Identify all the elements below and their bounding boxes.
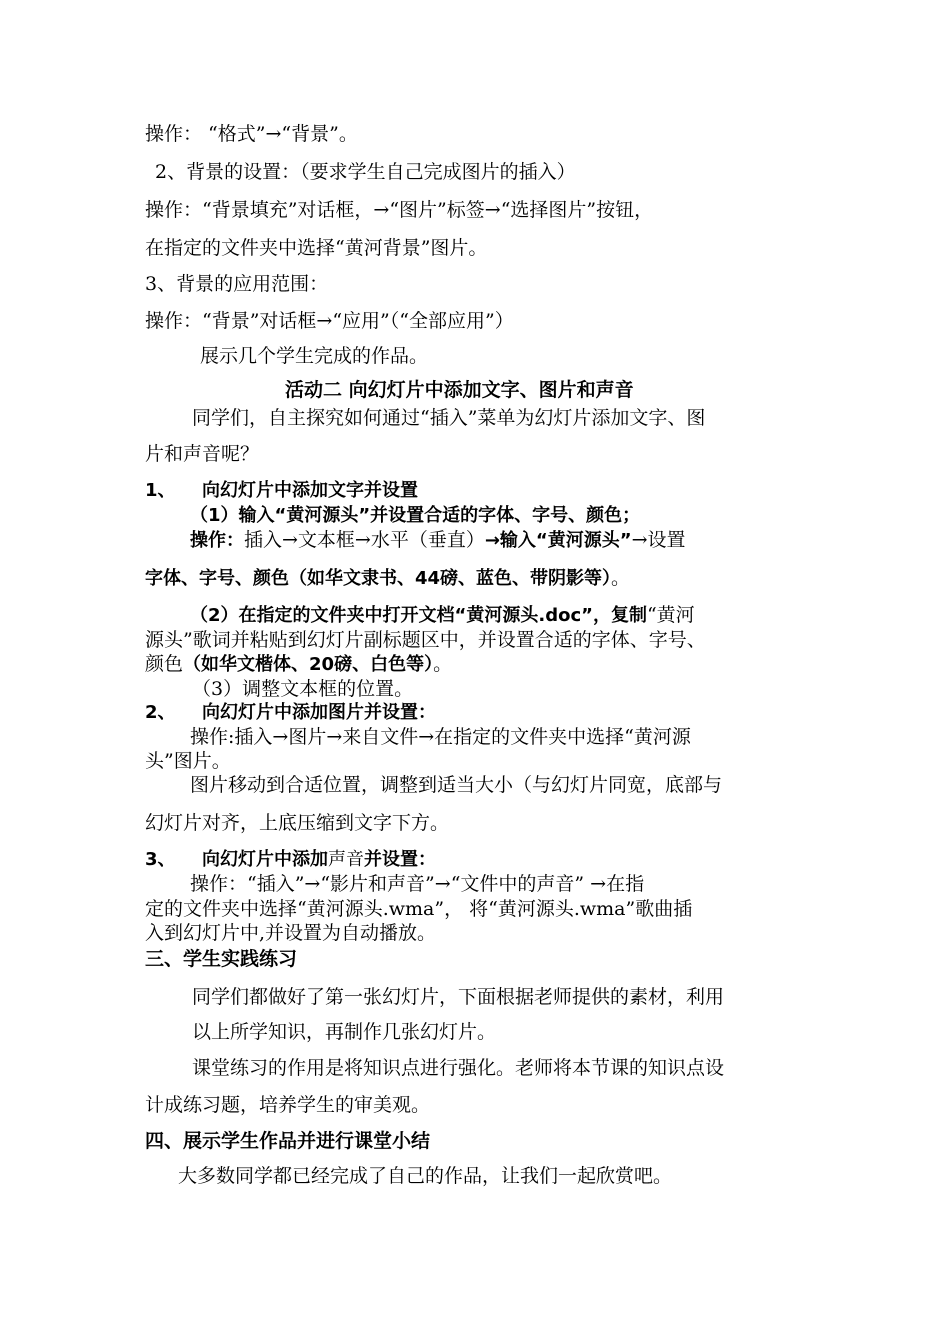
section2-move-1: 图片移动到合适位置，调整到适当大小（与幻灯片同宽，底部与 bbox=[190, 774, 723, 796]
part3-p2-1: 课堂练习的作用是将知识点进行强化。老师将本节课的知识点设 bbox=[192, 1057, 725, 1079]
background-scope-heading: 3、背景的应用范围： bbox=[145, 273, 329, 295]
section2-move-2: 幻灯片对齐，上底压缩到文字下方。 bbox=[145, 812, 450, 834]
part4-p1: 大多数同学都已经完成了自己的作品，让我们一起欣赏吧。 bbox=[178, 1165, 673, 1187]
background-scope-operation: 操作：“背景”对话框→“应用”（“全部应用”） bbox=[145, 310, 514, 332]
section1-item2 bbox=[190, 603, 695, 628]
section1-title: 向幻灯片中添加文字并设置 bbox=[202, 480, 418, 501]
section3-title-b: 声音 bbox=[328, 849, 364, 870]
item2-line3-a: 颜色 bbox=[145, 653, 184, 675]
background-fill-operation: 操作：“背景填充”对话框，→“图片”标签→“选择图片”按钮， bbox=[145, 199, 654, 221]
section2-heading bbox=[145, 701, 436, 725]
op-plain1: 插入→文本框→水平（垂直） bbox=[244, 529, 485, 551]
section3-title-c: 并设置： bbox=[364, 849, 436, 870]
part3-p2-2: 计成练习题，培养学生的审美观。 bbox=[145, 1094, 431, 1116]
section2-operation-2: 头”图片。 bbox=[145, 750, 231, 772]
operation-format-background: 操作： “格式”→“背景”。 bbox=[145, 123, 358, 145]
background-setting-heading: 2、背景的设置：（要求学生自己完成图片的插入） bbox=[155, 161, 576, 183]
section1-item1: （1）输入“黄河源头”并设置合适的字体、字号、颜色； bbox=[190, 505, 641, 526]
section2-num: 2、 bbox=[145, 702, 176, 723]
item2-bold: （2）在指定的文件夹中打开文档“黄河源头.doc”，复制 bbox=[190, 605, 647, 626]
section1-heading bbox=[145, 479, 418, 503]
op-line2-end: 。 bbox=[611, 567, 631, 589]
op-label: 操作： bbox=[190, 530, 244, 551]
background-fill-operation-cont: 在指定的文件夹中选择“黄河背景”图片。 bbox=[145, 237, 488, 259]
section3-num: 3、 bbox=[145, 849, 176, 870]
section2-operation-1: 操作:插入→图片→来自文件→在指定的文件夹中选择“黄河源 bbox=[190, 726, 691, 748]
section3-operation-1: 操作：“插入”→“影片和声音”→“文件中的声音” →在指 bbox=[190, 873, 645, 895]
section3-heading bbox=[145, 848, 436, 872]
part4-title: 四、展示学生作品并进行课堂小结 bbox=[145, 1130, 431, 1152]
item2-plain: “黄河 bbox=[646, 604, 695, 626]
section3-operation-2: 定的文件夹中选择“黄河源头.wma”， 将“黄河源头.wma”歌曲插 bbox=[145, 898, 693, 920]
part3-title: 三、学生实践练习 bbox=[145, 948, 298, 970]
part3-p1-2: 以上所学知识，再制作几张幻灯片。 bbox=[192, 1021, 497, 1043]
section1-item2-line2: 源头”歌词并粘贴到幻灯片副标题区中，并设置合适的字体、字号、 bbox=[145, 629, 706, 651]
activity2-title: 活动二 向幻灯片中添加文字、图片和声音 bbox=[285, 379, 634, 401]
section3-title-a: 向幻灯片中添加 bbox=[202, 849, 328, 870]
section2-title: 向幻灯片中添加图片并设置： bbox=[202, 702, 436, 723]
op-plain2: →设置 bbox=[631, 529, 686, 551]
section1-item2-line3 bbox=[145, 652, 452, 677]
item2-line3-end: 。 bbox=[433, 653, 453, 675]
section1-operation bbox=[190, 528, 686, 553]
activity2-intro-2: 片和声音呢？ bbox=[145, 443, 260, 465]
section3-operation-3: 入到幻灯片中,并设置为自动播放。 bbox=[145, 922, 437, 944]
show-student-work: 展示几个学生完成的作品。 bbox=[200, 345, 429, 367]
section1-operation-cont bbox=[145, 566, 630, 591]
op-line2-bold: 字体、字号、颜色（如华文隶书、44磅、蓝色、带阴影等） bbox=[145, 568, 612, 589]
section1-num: 1、 bbox=[145, 480, 176, 501]
item2-line3-bold: （如华文楷体、20磅、白色等） bbox=[183, 654, 434, 675]
activity2-intro-1: 同学们，自主探究如何通过“插入”菜单为幻灯片添加文字、图 bbox=[192, 407, 706, 429]
section1-item3: （3）调整文本框的位置。 bbox=[192, 678, 414, 700]
op-bold: →输入“黄河源头” bbox=[484, 530, 632, 551]
part3-p1-1: 同学们都做好了第一张幻灯片，下面根据老师提供的素材，利用 bbox=[192, 986, 725, 1008]
